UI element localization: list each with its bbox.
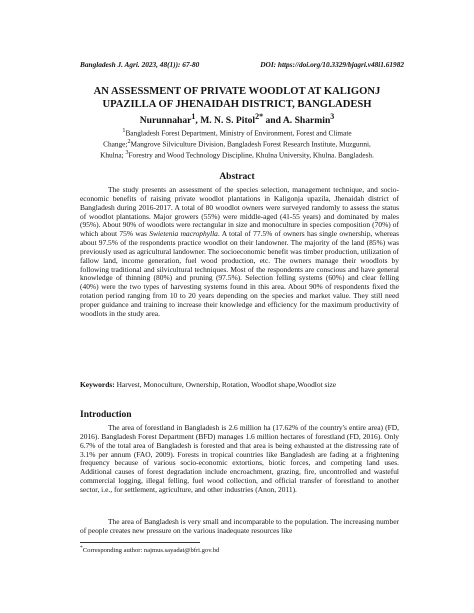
author-3: and A. Sharmin	[263, 115, 331, 127]
keywords	[80, 380, 399, 389]
affil-sup-3: 3	[125, 149, 129, 156]
journal-citation: Bangladesh J. Agri. 2023, 48(1)): 67-80	[80, 60, 200, 69]
footnote-mark: *	[80, 545, 83, 551]
title-line-1: AN ASSESSMENT OF PRIVATE WOODLOT AT KALIGONJ	[93, 86, 381, 97]
affiliation-1: Bangladesh Forest Department, Ministry of Environment, Forest and Climate Change;	[103, 128, 352, 149]
author-list	[70, 112, 404, 126]
doi-link[interactable]: DOI: https://doi.org/10.3329/bjagri.v48i1.61982	[260, 60, 404, 69]
species-name: Swietenia macrophylla	[149, 229, 218, 239]
abstract-part-1: The study presents an assessment of the species selection, management technique, and socio-economic benefits of raising private woodlot plantations in Kaligonja upazila, Jhenaidah district of Bangladesh during 2016-2017. A total of 80 woodlot owners were surveyed randomly to assess the status of woodlot plantations. Major growers (55%) were middle-aged (41-55 years) and dominated by males (95%). About 90% of woodlots were rectangular in size and monoculture in species composition (70%) of which about 75% was	[80, 185, 399, 239]
paper-title	[70, 86, 404, 111]
abstract-part-2: . A total of 77.5% of owners has single ownership, whereas about 97.5% of the respondents practice woodlot on their landowner. The majority of the land (85%) was previously used as agricultural landowner. The socioeconomic benefit was timber production, utilization of fallow land, income generation, fuel wood production, etc. The owners manage their woodlots by following traditional and silvicultural techniques. Most of the respondents are conscious and have general knowledge of thinning (80%) and pruning (97.5%). Selection felling systems (60%) and clear felling (40%) were the two types of harvesting systems found in this area. About 90% of respondents fixed the rotation period ranging from 10 to 20 years depending on the species and market value. They still need proper guidance and training to increase their knowledge and efficiency for the maximum productivity of woodlots in the study area.	[80, 229, 399, 318]
introduction-para-2: The area of Bangladesh is very small and incomparable to the population. The increasing number of people creates new pressure on the various inadequate resources like	[80, 517, 399, 535]
author-3-sup: 3	[330, 112, 335, 121]
title-line-2: UPAZILLA OF JHENAIDAH DISTRICT, BANGLADESH	[102, 98, 372, 110]
affiliations	[96, 127, 378, 160]
introduction-heading: Introduction	[80, 410, 132, 420]
affil-sup-1: 1	[122, 128, 126, 134]
footnote-text: Corresponding author: najmus.sayadat@bfri.gov.bd	[82, 547, 220, 555]
affiliation-2: Mangrove Silviculture Division, Bangladesh Forest Research Institute, Muzgunni, Khulna;	[100, 139, 371, 160]
author-2: , M. N. S. Pitol	[195, 115, 256, 127]
keywords-text: Harvest, Monoculture, Ownership, Rotation, Woodlot shape,Woodlot size	[114, 380, 337, 389]
author-1: Nurunnahar	[139, 115, 192, 127]
author-2-sup: 2*	[255, 112, 264, 121]
author-1-sup: 1	[191, 112, 196, 121]
affiliation-3: Forestry and Wood Technology Discipline, Khulna University, Khulna. Bangladesh.	[128, 150, 374, 160]
affil-sup-2: 2	[127, 138, 131, 145]
keywords-label: Keywords:	[80, 380, 115, 389]
abstract-heading: Abstract	[219, 172, 255, 182]
footnote	[80, 545, 219, 554]
introduction-para-1: The area of forestland in Bangladesh is 2.6 million ha (17.62% of the country's entire area) (FD, 2016). Bangladesh Forest Department (BFD) manages 1.6 million hectares of forestland (FD, 2016). Only 6.7% of the total area of Bangladesh is forested and that area is being exhausted at the distressing rate of 3.1% per annum (FAO, 2009). Forests in tropical countries like Bangladesh are fading at a frightening frequency because of various socio-economic extortions, biotic forces, and competing land uses. Additional causes of forest degradation include encroachment, grazing, fire, uncontrolled and wasteful commercial logging, illegal felling, fuel wood collection, and official transfer of forestland to another sector, i.e., for settlement, agriculture, and other industries (Anon, 2011).	[80, 423, 399, 494]
abstract-text	[80, 186, 399, 319]
footnote-divider	[80, 542, 200, 543]
